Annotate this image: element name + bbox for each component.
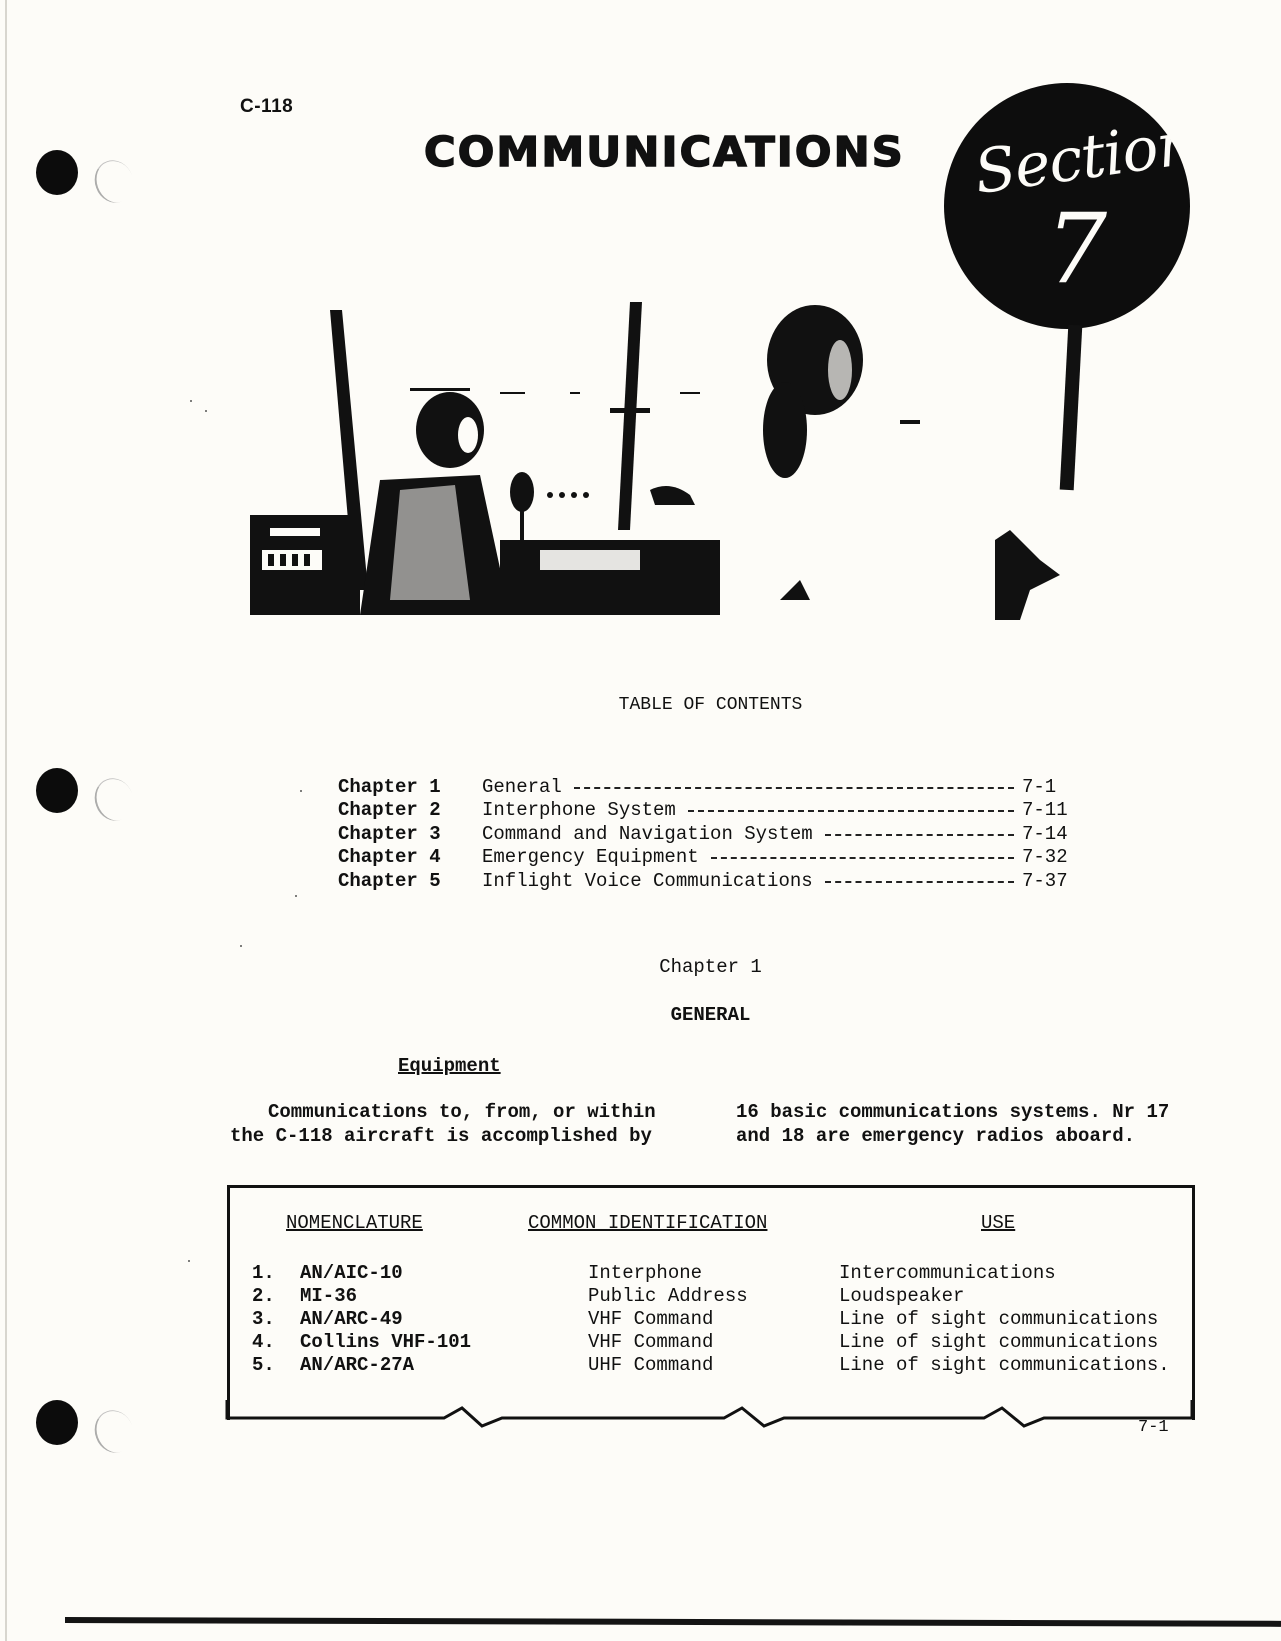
toc-entry[interactable] <box>338 869 1082 893</box>
paragraph-right <box>736 1100 1169 1148</box>
row-number: 1. <box>252 1262 275 1284</box>
scan-speck <box>300 790 302 792</box>
paragraph-line: 16 basic communications systems. Nr 17 <box>736 1101 1170 1123</box>
binder-hole-middle <box>36 768 78 813</box>
cell-use: Loudspeaker <box>839 1285 965 1307</box>
column-header-use: USE <box>981 1212 1016 1234</box>
cell-nomenclature: AN/AIC-10 <box>300 1262 403 1284</box>
cell-common-identification: UHF Command <box>588 1354 714 1376</box>
row-number: 2. <box>252 1285 275 1307</box>
binder-hole-top <box>36 150 78 195</box>
toc-title: Command and Navigation System <box>482 822 813 845</box>
cell-nomenclature: AN/ARC-49 <box>300 1308 403 1330</box>
cell-nomenclature: Collins VHF-101 <box>300 1331 472 1353</box>
toc-chapter: Chapter 4 <box>338 846 441 869</box>
toc-page: 7-14 <box>1022 822 1068 845</box>
box-bottom-border-broken <box>224 1400 1195 1430</box>
cell-use: Line of sight communications. <box>839 1354 1170 1376</box>
toc-entry[interactable] <box>338 846 1082 870</box>
toc-page: 7-37 <box>1022 869 1068 892</box>
scan-speck <box>240 945 242 947</box>
row-number: 3. <box>252 1308 275 1330</box>
section-heading-equipment: Equipment <box>398 1055 501 1077</box>
toc-title: Inflight Voice Communications <box>482 869 813 892</box>
page-edge <box>5 0 7 1641</box>
binder-hole-ring-middle <box>89 773 139 826</box>
scan-speck <box>188 1260 190 1262</box>
toc-chapter: Chapter 5 <box>338 869 441 892</box>
column-header-common-identification: COMMON IDENTIFICATION <box>528 1212 768 1234</box>
chapter-heading: Chapter 1 <box>659 956 762 978</box>
column-header-nomenclature: NOMENCLATURE <box>286 1212 423 1234</box>
section-badge <box>944 83 1200 329</box>
section-label: Section <box>970 107 1200 209</box>
toc-chapter: Chapter 3 <box>338 822 441 845</box>
binder-hole-bottom <box>36 1400 78 1445</box>
cell-use: Line of sight communications <box>839 1331 1159 1353</box>
bottom-rule <box>65 1617 1281 1627</box>
toc-page: 7-32 <box>1022 846 1068 869</box>
scan-speck <box>205 410 207 412</box>
row-number: 5. <box>252 1354 275 1376</box>
row-number: 4. <box>252 1331 275 1353</box>
toc-title: Emergency Equipment <box>482 846 699 869</box>
page-number: 7-1 <box>1138 1418 1169 1437</box>
toc-title: Interphone System <box>482 799 676 822</box>
cell-use: Line of sight communications <box>839 1308 1159 1330</box>
page-title: COMMUNICATIONS <box>424 128 905 176</box>
cell-use: Intercommunications <box>839 1262 1056 1284</box>
cell-common-identification: VHF Command <box>588 1331 714 1353</box>
cell-common-identification: Public Address <box>588 1285 748 1307</box>
dot-leader <box>711 857 1014 859</box>
cell-common-identification: Interphone <box>588 1262 703 1284</box>
toc-title: General <box>482 775 562 798</box>
dot-leader <box>574 787 1014 789</box>
dot-leader <box>688 810 1014 812</box>
toc-page: 7-1 <box>1022 775 1057 798</box>
chapter-subheading: GENERAL <box>670 1004 751 1026</box>
toc-entry[interactable] <box>338 799 1082 823</box>
paragraph-line: Communications to, from, or within <box>268 1101 656 1123</box>
binder-hole-ring-bottom <box>89 1405 139 1458</box>
document-code: C-118 <box>240 96 294 117</box>
scan-speck <box>190 400 192 402</box>
toc-page: 7-11 <box>1022 799 1068 822</box>
table-of-contents <box>338 775 1082 893</box>
cell-nomenclature: AN/ARC-27A <box>300 1354 415 1376</box>
radio-operators-illustration <box>250 300 1110 620</box>
section-number: 7 <box>1046 193 1108 305</box>
paragraph-line: the C-118 aircraft is accomplished by <box>230 1125 652 1147</box>
cell-common-identification: VHF Command <box>588 1308 714 1330</box>
toc-entry[interactable] <box>338 775 1082 799</box>
scan-speck <box>295 895 297 897</box>
toc-entry[interactable] <box>338 822 1082 846</box>
cell-nomenclature: MI-36 <box>300 1285 358 1307</box>
paragraph-line: and 18 are emergency radios aboard. <box>736 1125 1136 1147</box>
toc-chapter: Chapter 1 <box>338 775 441 798</box>
dot-leader <box>825 881 1014 883</box>
paragraph-left <box>230 1100 656 1148</box>
binder-hole-ring-top <box>89 155 139 208</box>
toc-chapter: Chapter 2 <box>338 799 441 822</box>
toc-heading: TABLE OF CONTENTS <box>618 695 803 715</box>
dot-leader <box>825 834 1014 836</box>
